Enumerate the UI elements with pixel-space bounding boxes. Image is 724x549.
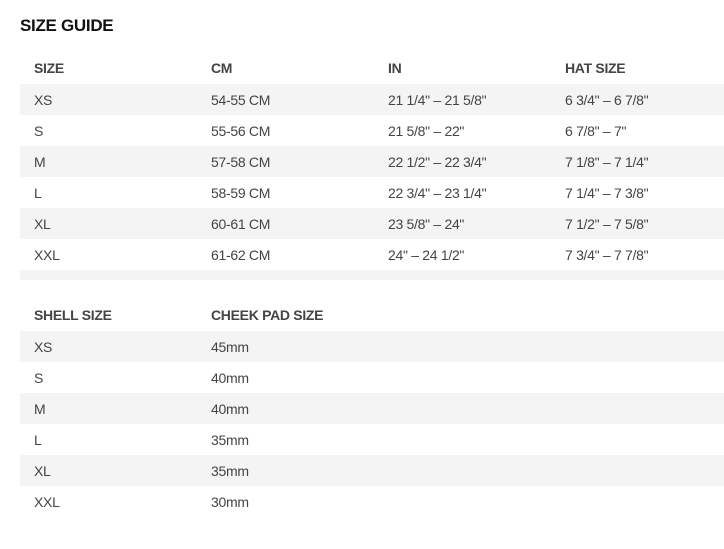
cell-size: XXL [20, 239, 197, 270]
spacer-cell [197, 270, 374, 280]
cell-hat-size: 6 3/4" – 6 7/8" [551, 84, 724, 115]
cell-cm: 54-55 CM [197, 84, 374, 115]
cell-size: XS [20, 84, 197, 115]
table-row [20, 455, 724, 486]
table-row [20, 362, 724, 393]
header-size: SIZE [34, 60, 64, 76]
table-row [20, 239, 724, 270]
cell-shell-size: XS [20, 331, 197, 362]
cell-cheek-pad-size: 40mm [197, 393, 724, 424]
spacer-cell [20, 270, 197, 280]
cell-cheek-pad-size: 30mm [197, 486, 724, 517]
cell-cheek-pad-size: 40mm [197, 362, 724, 393]
cheek-table-header-row [20, 299, 724, 331]
cell-in: 22 3/4" – 23 1/4" [374, 177, 551, 208]
cell-hat-size: 7 1/2" – 7 5/8" [551, 208, 724, 239]
header-in: IN [388, 60, 402, 76]
cell-in: 21 1/4" – 21 5/8" [374, 84, 551, 115]
table-row [20, 177, 724, 208]
table-row [20, 146, 724, 177]
cell-shell-size: XXL [20, 486, 197, 517]
page-title: SIZE GUIDE [20, 16, 114, 35]
header-cm: CM [211, 60, 233, 76]
cell-cm: 61-62 CM [197, 239, 374, 270]
cell-shell-size: L [20, 424, 197, 455]
cell-hat-size: 7 1/8" – 7 1/4" [551, 146, 724, 177]
cell-in: 21 5/8" – 22" [374, 115, 551, 146]
size-table-header-row [20, 52, 724, 84]
cell-cm: 60-61 CM [197, 208, 374, 239]
cell-cm: 55-56 CM [197, 115, 374, 146]
table-row [20, 84, 724, 115]
spacer-cell [374, 270, 551, 280]
cheek-pad-table [20, 299, 724, 517]
cell-shell-size: S [20, 362, 197, 393]
cell-shell-size: M [20, 393, 197, 424]
header-shell-size: SHELL SIZE [34, 307, 112, 323]
cell-in: 24" – 24 1/2" [374, 239, 551, 270]
cell-cheek-pad-size: 35mm [197, 455, 724, 486]
cell-hat-size: 7 1/4" – 7 3/8" [551, 177, 724, 208]
cell-size: M [20, 146, 197, 177]
table-row [20, 331, 724, 362]
table-row [20, 424, 724, 455]
cell-shell-size: XL [20, 455, 197, 486]
table-row [20, 393, 724, 424]
table-row [20, 486, 724, 517]
table-spacer-row [20, 270, 724, 280]
cell-in: 23 5/8" – 24" [374, 208, 551, 239]
cell-cheek-pad-size: 45mm [197, 331, 724, 362]
cell-cm: 58-59 CM [197, 177, 374, 208]
header-cheek-pad-size: CHEEK PAD SIZE [211, 307, 324, 323]
cell-cheek-pad-size: 35mm [197, 424, 724, 455]
table-row [20, 208, 724, 239]
cell-size: L [20, 177, 197, 208]
cell-size: XL [20, 208, 197, 239]
cell-cm: 57-58 CM [197, 146, 374, 177]
cell-hat-size: 6 7/8" – 7" [551, 115, 724, 146]
cell-in: 22 1/2" – 22 3/4" [374, 146, 551, 177]
size-table [20, 52, 724, 280]
cell-size: S [20, 115, 197, 146]
table-row [20, 115, 724, 146]
header-hat-size: HAT SIZE [565, 60, 626, 76]
cell-hat-size: 7 3/4" – 7 7/8" [551, 239, 724, 270]
spacer-cell [551, 270, 724, 280]
